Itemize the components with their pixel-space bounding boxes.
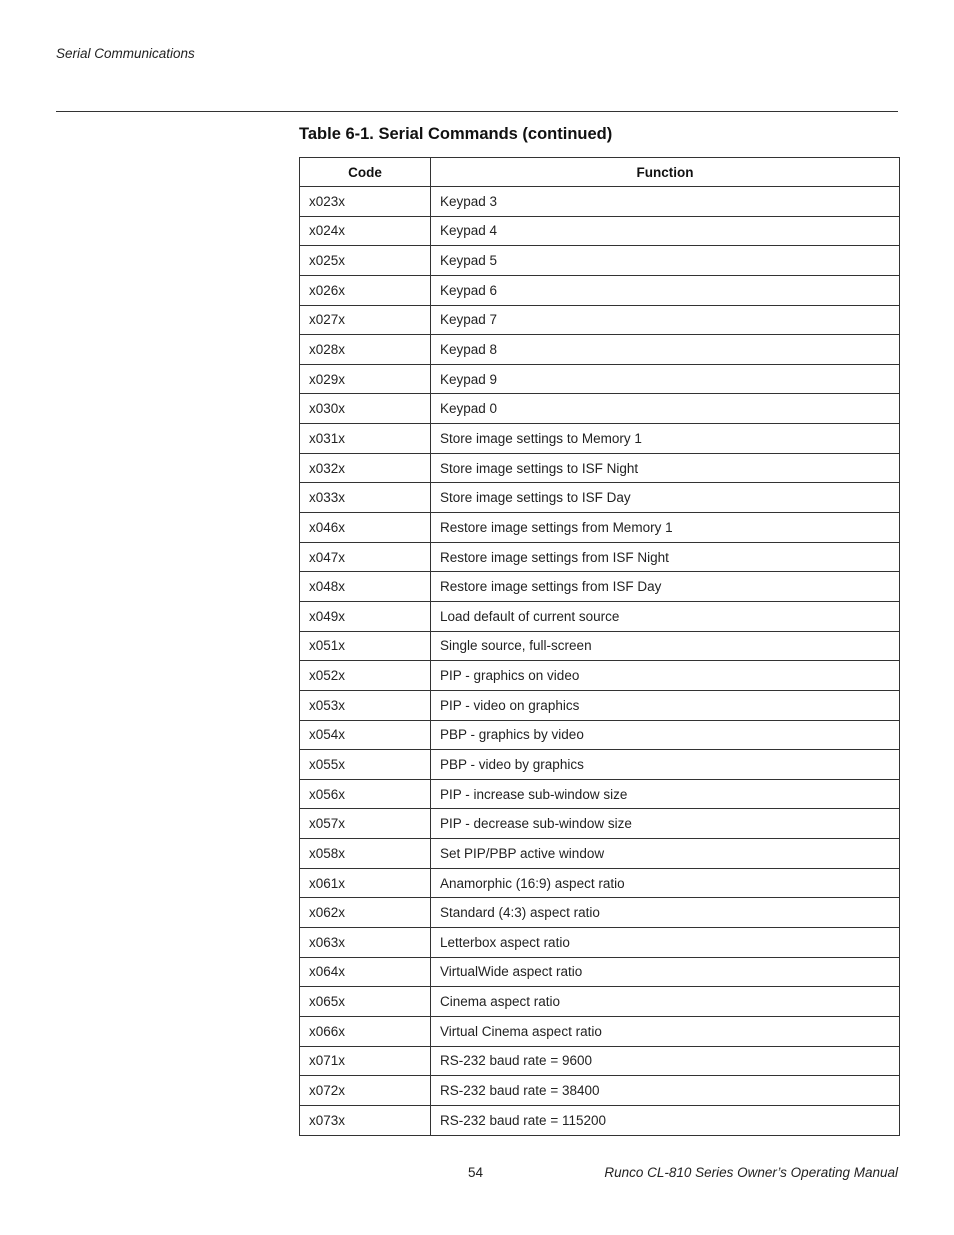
command-function-cell: Store image settings to ISF Night <box>431 453 900 483</box>
command-code-cell: x046x <box>300 513 431 543</box>
table-row <box>300 305 900 335</box>
table-row <box>300 868 900 898</box>
table-row <box>300 631 900 661</box>
header-rule <box>56 111 898 112</box>
table-row <box>300 957 900 987</box>
command-code-cell: x055x <box>300 750 431 780</box>
command-function-cell: Virtual Cinema aspect ratio <box>431 1016 900 1046</box>
table-row <box>300 572 900 602</box>
command-function-cell: Anamorphic (16:9) aspect ratio <box>431 868 900 898</box>
command-function-cell: VirtualWide aspect ratio <box>431 957 900 987</box>
table-row <box>300 187 900 217</box>
command-function-cell: Cinema aspect ratio <box>431 987 900 1017</box>
command-function-cell: Letterbox aspect ratio <box>431 928 900 958</box>
table-row <box>300 1016 900 1046</box>
command-function-cell: Keypad 0 <box>431 394 900 424</box>
table-row <box>300 246 900 276</box>
table-row <box>300 601 900 631</box>
table-row <box>300 424 900 454</box>
command-code-cell: x057x <box>300 809 431 839</box>
table-caption: Table 6-1. Serial Commands (continued) <box>299 125 613 143</box>
command-function-cell: Keypad 8 <box>431 335 900 365</box>
column-header-code: Code <box>300 158 431 187</box>
command-code-cell: x064x <box>300 957 431 987</box>
command-function-cell: RS-232 baud rate = 9600 <box>431 1046 900 1076</box>
command-function-cell: PIP - decrease sub-window size <box>431 809 900 839</box>
table-row <box>300 1076 900 1106</box>
command-code-cell: x072x <box>300 1076 431 1106</box>
table-row <box>300 1105 900 1135</box>
command-function-cell: RS-232 baud rate = 115200 <box>431 1105 900 1135</box>
command-function-cell: Keypad 9 <box>431 364 900 394</box>
command-code-cell: x048x <box>300 572 431 602</box>
command-function-cell: Restore image settings from ISF Day <box>431 572 900 602</box>
table-row <box>300 483 900 513</box>
command-function-cell: Restore image settings from Memory 1 <box>431 513 900 543</box>
table-body <box>300 187 900 1136</box>
table-row <box>300 779 900 809</box>
command-function-cell: Keypad 5 <box>431 246 900 276</box>
command-function-cell: Set PIP/PBP active window <box>431 839 900 869</box>
table-row <box>300 453 900 483</box>
table-row <box>300 364 900 394</box>
command-function-cell: Load default of current source <box>431 601 900 631</box>
command-function-cell: Store image settings to ISF Day <box>431 483 900 513</box>
page-number: 54 <box>468 1165 484 1180</box>
command-function-cell: Keypad 4 <box>431 216 900 246</box>
command-code-cell: x030x <box>300 394 431 424</box>
command-code-cell: x051x <box>300 631 431 661</box>
command-code-cell: x071x <box>300 1046 431 1076</box>
table-row <box>300 690 900 720</box>
command-function-cell: Single source, full-screen <box>431 631 900 661</box>
table-row <box>300 216 900 246</box>
table-row <box>300 542 900 572</box>
command-code-cell: x028x <box>300 335 431 365</box>
table-row <box>300 928 900 958</box>
table-row <box>300 335 900 365</box>
table-row <box>300 394 900 424</box>
command-function-cell: PBP - graphics by video <box>431 720 900 750</box>
command-code-cell: x024x <box>300 216 431 246</box>
command-function-cell: PIP - graphics on video <box>431 661 900 691</box>
command-code-cell: x066x <box>300 1016 431 1046</box>
command-code-cell: x033x <box>300 483 431 513</box>
running-head: Serial Communications <box>56 46 195 61</box>
command-code-cell: x026x <box>300 275 431 305</box>
table-row <box>300 1046 900 1076</box>
command-code-cell: x054x <box>300 720 431 750</box>
command-function-cell: Store image settings to Memory 1 <box>431 424 900 454</box>
table-row <box>300 809 900 839</box>
command-code-cell: x052x <box>300 661 431 691</box>
table-row <box>300 661 900 691</box>
command-code-cell: x031x <box>300 424 431 454</box>
command-code-cell: x073x <box>300 1105 431 1135</box>
command-code-cell: x058x <box>300 839 431 869</box>
command-code-cell: x025x <box>300 246 431 276</box>
command-code-cell: x049x <box>300 601 431 631</box>
command-code-cell: x029x <box>300 364 431 394</box>
command-function-cell: PIP - increase sub-window size <box>431 779 900 809</box>
command-code-cell: x047x <box>300 542 431 572</box>
serial-commands-table <box>299 157 900 1136</box>
command-code-cell: x065x <box>300 987 431 1017</box>
command-function-cell: Keypad 3 <box>431 187 900 217</box>
serial-commands-table-container <box>299 157 899 1136</box>
command-code-cell: x062x <box>300 898 431 928</box>
command-code-cell: x032x <box>300 453 431 483</box>
command-code-cell: x023x <box>300 187 431 217</box>
command-function-cell: Standard (4:3) aspect ratio <box>431 898 900 928</box>
table-row <box>300 275 900 305</box>
command-code-cell: x053x <box>300 690 431 720</box>
command-code-cell: x061x <box>300 868 431 898</box>
command-function-cell: Keypad 7 <box>431 305 900 335</box>
command-code-cell: x063x <box>300 928 431 958</box>
command-function-cell: PBP - video by graphics <box>431 750 900 780</box>
command-function-cell: PIP - video on graphics <box>431 690 900 720</box>
table-row <box>300 898 900 928</box>
command-code-cell: x056x <box>300 779 431 809</box>
command-function-cell: RS-232 baud rate = 38400 <box>431 1076 900 1106</box>
command-function-cell: Keypad 6 <box>431 275 900 305</box>
command-function-cell: Restore image settings from ISF Night <box>431 542 900 572</box>
column-header-function: Function <box>431 158 900 187</box>
table-header-row <box>300 158 900 187</box>
table-row <box>300 987 900 1017</box>
table-row <box>300 839 900 869</box>
table-row <box>300 720 900 750</box>
table-row <box>300 750 900 780</box>
command-code-cell: x027x <box>300 305 431 335</box>
table-row <box>300 513 900 543</box>
manual-title: Runco CL-810 Series Owner’s Operating Manual <box>604 1165 898 1180</box>
